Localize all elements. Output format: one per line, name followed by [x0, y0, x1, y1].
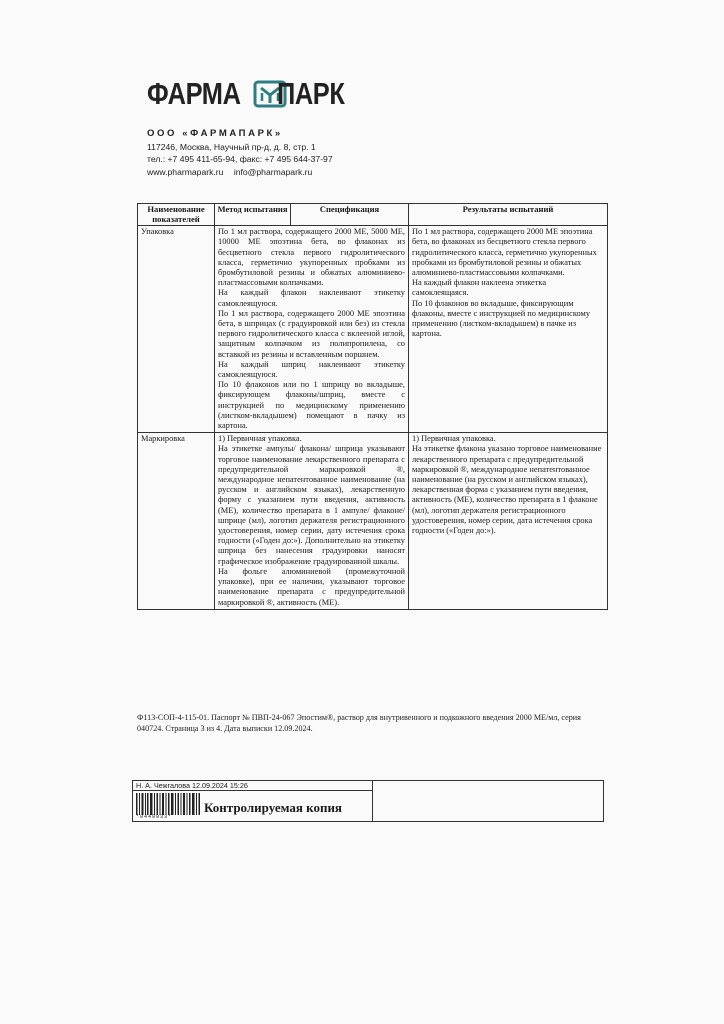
- header-indicator: Наименование показателей: [138, 204, 215, 226]
- spec-paragraph: На каждый флакон наклеивают этикетку самоклеящуюся.: [218, 288, 405, 308]
- result-paragraph: По 10 флаконов во вкладыше, фиксирующим флаконы, вместе с инструкцией по медицинскому применению (листком-вкладышем) в пачке из картона.: [412, 298, 591, 339]
- row-name: Упаковка: [138, 226, 215, 433]
- header-method: Метод испытания: [215, 204, 291, 226]
- company-email[interactable]: info@pharmapark.ru: [233, 166, 313, 177]
- spec-cell: [215, 226, 409, 433]
- spec-paragraph: 1) Первичная упаковка.: [218, 434, 302, 444]
- document-footnote: Ф113-СОП-4-115-01. Паспорт № ПВП-24-067 Эпостим®, раствор для внутривенного и подкожного введения 2000 МЕ/мл, серия 040724. Страница 3 из 4. Дата выписки 12.09.2024.: [137, 713, 581, 733]
- result-paragraph: На каждый флакон наклеена этикетка самоклеящаяся.: [412, 278, 547, 298]
- result-paragraph: 1) Первичная упаковка.: [412, 434, 496, 444]
- logo-text-left: ФАРМА: [147, 76, 241, 111]
- company-address: 117246, Москва, Научный пр-д, д. 8, стр. 1: [147, 141, 316, 152]
- header-results: Результаты испытаний: [409, 204, 608, 226]
- logo-text-right: ПАРК: [277, 76, 345, 111]
- company-logo: [147, 78, 359, 109]
- controlled-copy-label: Контролируемая копия: [204, 800, 342, 815]
- table-header-row: [138, 204, 608, 226]
- table-row: [138, 226, 608, 433]
- company-website[interactable]: www.pharmapark.ru: [147, 166, 224, 177]
- test-results-table: [137, 203, 608, 610]
- spec-paragraph: По 1 мл раствора, содержащего 2000 МЕ эпоэтина бета, в шприцах (с градуировкой или без) из стекла первого гидролитического класса с вклееной иглой, защитным колпачком из полипропилена, со вставкой из резины и вставленным поршнем.: [218, 308, 405, 359]
- header-spec: Спецификация: [291, 204, 409, 226]
- result-paragraph: На этикетке флакона указано торговое наименование лекарственного препарата с предупредительной маркировкой ®, международное непатентованное наименование (на русском и английском языках), лекарственная форма с указанием пути введения, активность (МЕ), количество препарата в 1 флаконе (мл), логотип держателя регистрационного удостоверения, номер серии, дата истечения срока годности («Годен до:»).: [412, 444, 602, 536]
- result-paragraph: По 1 мл раствора, содержащего 2000 МЕ эпоэтина бета, во флаконах из бесцветного стекла первого гидролитического класса, герметично укупоренных пробками из бромбутиловой резины и обжатых алюминиево-пластмассовыми колпачками.: [412, 227, 597, 277]
- spec-paragraph: На этикетке ампулы/ флакона/ шприца указывают торговое наименование лекарственного препарата с предупредительной маркировкой ®, международное непатентованное наименование (на русском и английском языках), лекарственную форму с указанием пути введения, активность (МЕ), количество препарата в 1 ампуле/ флаконе/ шприце (мл), логотип держателя регистрационного удостоверения, номер серии, дату истечения срока годности («Годен до:»). Дополнительно на этикетку шприца без нанесения градуировки наносят графическое изображение градуированной шкалы.: [218, 444, 405, 566]
- company-info: [147, 128, 333, 178]
- spec-paragraph: По 10 флаконов или по 1 шприцу во вкладыше, фиксирующем флаконы/шприц, вместе с инструкцией по медицинскому применению (листком-вкладышем) помещают в пачку из картона.: [218, 380, 405, 431]
- stamp-divider: [133, 790, 372, 791]
- results-cell: [409, 226, 608, 433]
- spec-cell: [215, 433, 409, 609]
- stamp-divider: [372, 781, 373, 821]
- barcode-number: *0449933*: [136, 814, 173, 820]
- company-name: ООО «ФАРМАПАРК»: [147, 128, 283, 139]
- controlled-copy-stamp: [132, 780, 604, 822]
- table-row: [138, 433, 608, 609]
- barcode-icon: [136, 793, 200, 815]
- stamp-signer: Н. А. Чежгалова 12.09.2024 15:26: [136, 781, 248, 790]
- company-phones: тел.: +7 495 411-65-94, факс: +7 495 644-37-97: [147, 154, 333, 165]
- spec-paragraph: По 1 мл раствора, содержащего 2000 МЕ, 5000 МЕ, 10000 МЕ эпоэтина бета, во флаконах из бесцветного стекла первого гидролитического класса, герметично укупоренных пробками из бромбутиловой резины и обжатых алюминиево-пластмассовыми колпачками.: [218, 227, 405, 288]
- results-cell: [409, 433, 608, 609]
- row-name: Маркировка: [138, 433, 215, 609]
- spec-paragraph: На каждый шприц наклеивают этикетку самоклеящуюся.: [218, 359, 405, 380]
- spec-paragraph: На фольге алюминиевой (промежуточной упаковке), при ее наличии, указывают торговое наименование препарата с предупредительной маркировкой ®, активность (МЕ).: [218, 566, 405, 607]
